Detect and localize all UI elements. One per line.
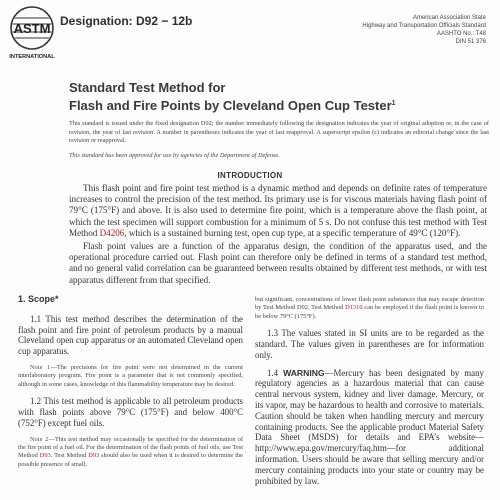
note-2-label: Note 2	[30, 436, 49, 443]
introduction	[69, 183, 487, 286]
issued-statement: This standard is issued under the fixed designation D92; the number immediately following the designation indicates the year of original adoption or, in the case of revision, the year of last revision. A number in parentheses indicates the year of last reapproval. A superscript epsilon (ε) indicates an editorial change since the last revision or reapproval.	[69, 120, 489, 144]
right-column	[255, 296, 484, 486]
note-2-text: should also be used when it is desired to determine the possible presence of small,	[18, 452, 243, 468]
introduction-paragraph-2: Flash point values are a function of the apparatus design, the condition of the apparatus used, and the operational procedure carried out. Flash point can therefore only be defined in terms of a standard test method, and no general valid correlation can be guaranteed between results obtained by different test methods, or with test apparatus different from that specified.	[69, 241, 487, 285]
association-line: AASHTO No.: T48	[436, 31, 486, 37]
association-line: American Association State	[412, 15, 486, 21]
logo-mark: ASTM	[13, 21, 51, 36]
association-line: DIN 51 376	[455, 39, 486, 45]
d4206-link[interactable]: D4206	[99, 227, 125, 238]
note-2-text: . Test Method	[50, 452, 89, 460]
warning-label: WARNING	[283, 367, 325, 378]
intro-text: This flash point and fire point test method is a dynamic method and depends on definite rates of temperature increases to control the precision of the test method. Its primary use is for viscous materials having flash point of 79°C (175°F) and above. It is also used to determine fire point, which is a temperature above the flash point, at which the test specimen will support combustion for a minimum of 5 s. Do not confuse this test method with Test Method	[69, 183, 487, 238]
title-line-1: Standard Test Method for	[69, 80, 226, 95]
note-1-label: Note 1	[30, 364, 51, 371]
warning-text: —Mercury has been designated by many regulatory agencies as a hazardous material that can cause central nervous system, kidney and liver damage. Mercury, or its vapor, may be hazardous to health and corrosive to materials. Caution should be taken when handling mercury and mercury containing products. See the applicable product Material Safety Data Sheet (MSDS) for details and EPA’s website—http://www.epa.gov/mercury/faq.htm—for additional information. Users should be aware that selling mercury and/or mercury containing products into your state or country may be prohibited by law.	[255, 367, 484, 486]
astm-logo-icon	[6, 4, 58, 62]
association-info	[362, 14, 486, 46]
d93-link[interactable]: D93	[88, 452, 100, 460]
section-1-1: 1.1 This test method describes the determination of the flash point and fire point of petroleum products by a manual Cleveland open cup apparatus or an automated Cleveland open cup apparatus.	[18, 313, 243, 357]
intro-text: , which is a sustained burning test, open cup type, at a specific temperature of 49°C (120°F).	[124, 227, 461, 238]
d1310-link[interactable]: D1310	[345, 304, 363, 312]
document-header	[0, 0, 500, 66]
note-2-continued	[255, 296, 484, 321]
section-1-2: 1.2 This test method is applicable to all petroleum products with flash points above 79°C (175°F) and below 400°C (752°F) except fuel oils.	[18, 396, 243, 428]
approval-statement: This standard has been approved for use by agencies of the Department of Defense.	[69, 151, 280, 159]
d93-link[interactable]: D93	[39, 452, 51, 460]
note-2-cont-text: can be employed if the flash point is known to be below 79°C (175°F).	[255, 304, 484, 320]
left-column	[18, 294, 243, 469]
scope-heading: 1. Scope*	[18, 294, 59, 304]
note-2	[18, 436, 243, 470]
title-text: Flash and Fire Points by Cleveland Open Cup Tester	[69, 98, 392, 113]
section-1-3: 1.3 The values stated in SI units are to be regarded as the standard. The values given in parentheses are for information only.	[255, 328, 484, 360]
note-1-text: —The precisions for fire point were not determined in the current interlaboratory program. Fire point is a parameter that is not commonly specified, although in some cases, knowledge of this flammability temperature may be desired.	[18, 363, 243, 388]
association-line: Highway and Transportation Officials Standard	[362, 23, 486, 29]
title-line-2	[69, 96, 396, 114]
note-2-cont-text: but significant, concentrations of lower flash point substances that may escape detection by Test Method D92. Test Method	[255, 296, 484, 312]
designation: Designation: D92 − 12b	[60, 14, 193, 28]
introduction-heading: INTRODUCTION	[217, 171, 283, 180]
introduction-paragraph-1	[69, 183, 487, 239]
document-title	[69, 80, 396, 114]
title-footnote-mark: 1	[391, 100, 396, 107]
note-2-text: —This test method may occasionally be specified for the determination of the fire point of a fuel oil. For the determination of the flash points of fuel oils, use Test Method	[18, 435, 243, 460]
preamble	[69, 120, 489, 160]
logo-caption: INTERNATIONAL	[9, 54, 55, 60]
section-1-4-number: 1.4	[267, 367, 284, 378]
section-1-4	[255, 368, 484, 487]
note-1	[18, 364, 243, 389]
